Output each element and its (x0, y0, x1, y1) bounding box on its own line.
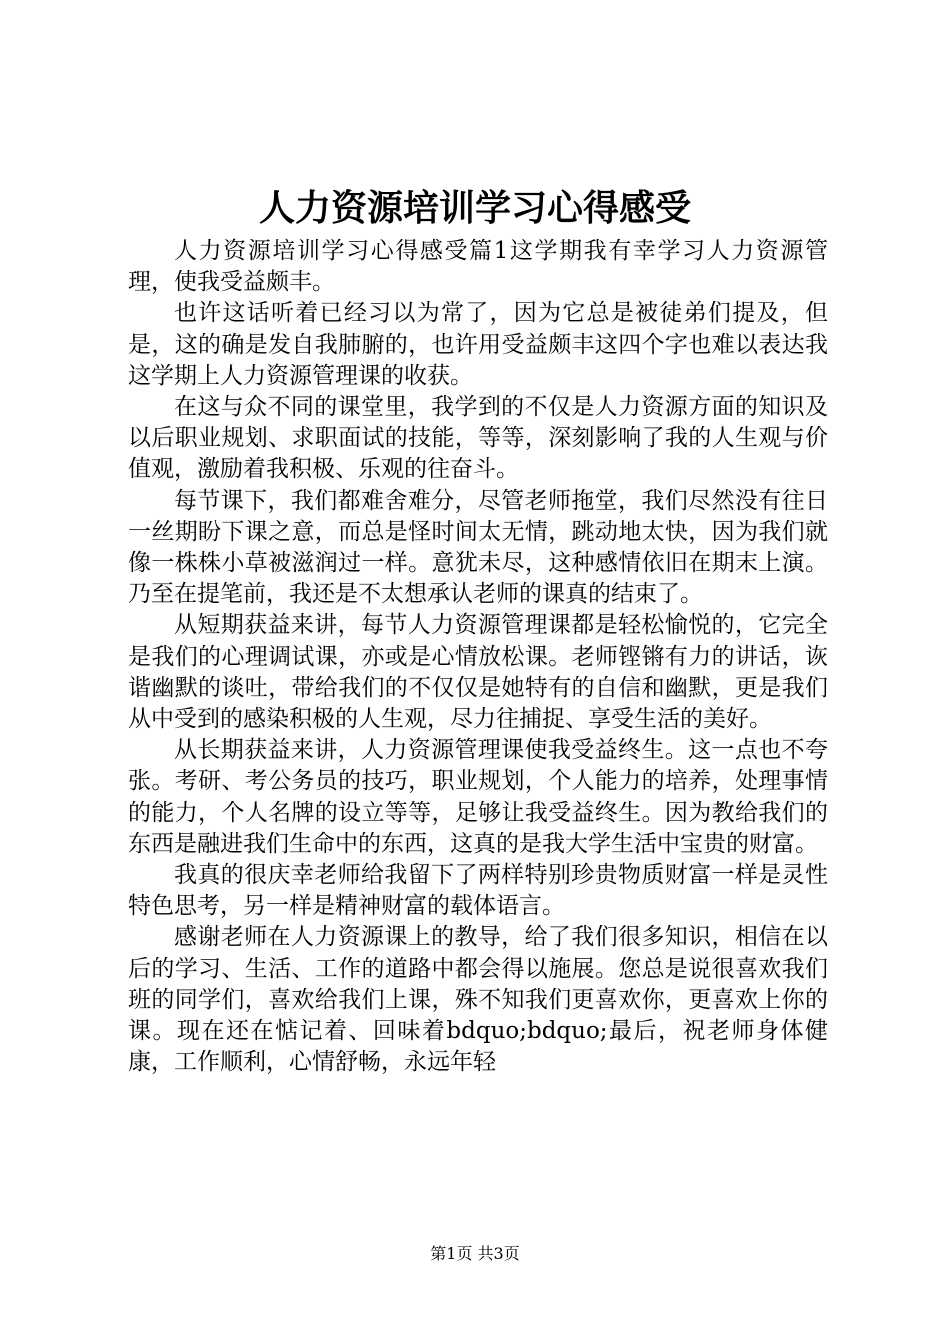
document-title: 人力资源培训学习心得感受 (258, 187, 691, 229)
paragraph-1: 人力资源培训学习心得感受篇1这学期我有幸学习人力资源管理，使我受益颇丰。 (128, 238, 828, 296)
paragraph-4: 每节课下，我们都难舍难分，尽管老师拖堂，我们尽然没有往日一丝期盼下课之意，而总是怪时间太无情，跳动地太快，因为我们就像一株株小草被滋润过一样。意犹未尽，这种感情依旧在期末上演。乃至在提笔前，我还是不太想承认老师的课真的结束了。 (128, 487, 828, 608)
paragraph-6: 从长期获益来讲，人力资源管理课使我受益终生。这一点也不夸张。考研、考公务员的技巧，职业规划，个人能力的培养，处理事情的能力，个人名牌的设立等等，足够让我受益终生。因为教给我们的东西是融进我们生命中的东西，这真的是我大学生活中宝贵的财富。 (128, 737, 828, 857)
paragraph-2: 也许这话听着已经习以为常了，因为它总是被徒弟们提及，但是，这的确是发自我肺腑的，也许用受益颇丰这四个字也难以表达我这学期上人力资源管理课的收获。 (128, 300, 828, 389)
page-number-footer: 第1页 共3页 (430, 1244, 520, 1263)
paragraph-3: 在这与众不同的课堂里，我学到的不仅是人力资源方面的知识及以后职业规划、求职面试的技能，等等，深刻影响了我的人生观与价值观，激励着我积极、乐观的往奋斗。 (128, 394, 828, 483)
paragraph-8: 感谢老师在人力资源课上的教导，给了我们很多知识，相信在以后的学习、生活、工作的道路中都会得以施展。您总是说很喜欢我们班的同学们，喜欢给我们上课，殊不知我们更喜欢你，更喜欢上你的课。现在还在惦记着、回味着bdquo;bdquo;最后，祝老师身体健康，工作顺利，心情舒畅，永远年轻 (128, 924, 828, 1076)
paragraph-5: 从短期获益来讲，每节人力资源管理课都是轻松愉悦的，它完全是我们的心理调试课，亦或是心情放松课。老师铿锵有力的讲话，诙谐幽默的谈吐，带给我们的不仅仅是她特有的自信和幽默，更是我们从中受到的感染积极的人生观，尽力往捕捉、享受生活的美好。 (128, 612, 828, 733)
paragraph-7: 我真的很庆幸老师给我留下了两样特别珍贵物质财富一样是灵性特色思考，另一样是精神财富的载体语言。 (128, 862, 828, 920)
document-body (128, 236, 828, 1078)
